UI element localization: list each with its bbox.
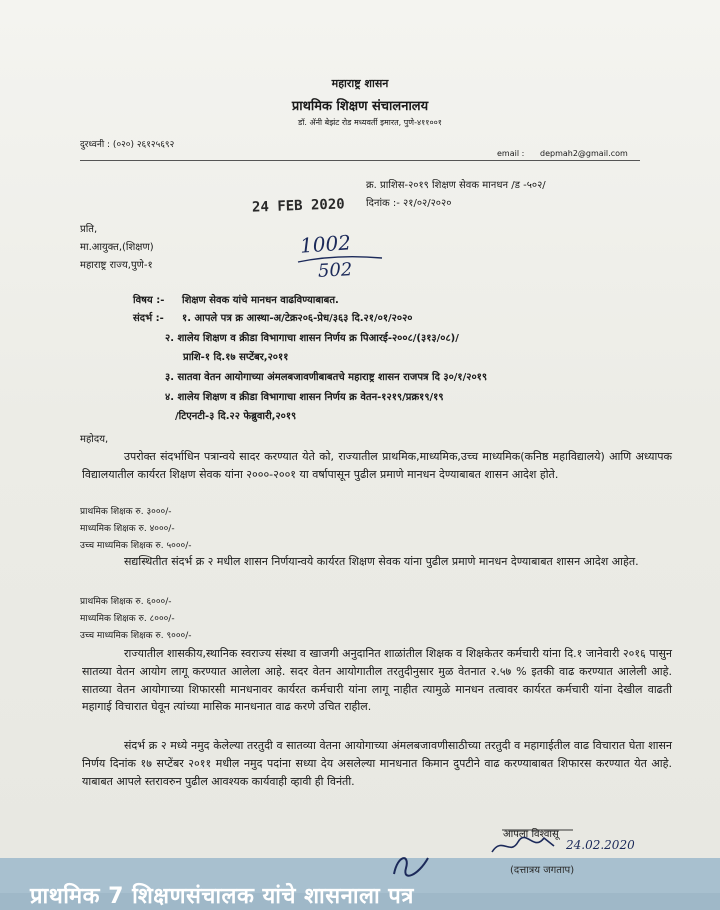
underline-stroke (500, 818, 575, 832)
reference-item: २. शालेय शिक्षण व क्रीडा विभागाचा शासन निर्णय क्र पिआरई-२००८/(३१३/०८)/ (165, 333, 459, 344)
recipient-prati: प्रति, (80, 224, 98, 235)
caption-text: प्राथमिक 7 शिक्षणसंचालक यांचे शासनाला पत्र (30, 884, 414, 909)
recipient-place: महाराष्ट्र राज्य,पुणे-१ (80, 260, 153, 271)
closing-text: आपला विश्वासू (503, 829, 559, 840)
office-name: प्राथमिक शिक्षण संचालनालय (291, 99, 429, 114)
handwritten-stroke (296, 252, 386, 266)
phone-number: दुरध्वनी : (०२०) २६१२५६९२ (80, 140, 175, 150)
caption-bar (0, 858, 720, 909)
reference-date: दिनांक :- २१/०२/२०२० (366, 198, 452, 209)
reference-item: /टिएनटी-३ दि.२२ फेब्रुवारी,२०१९ (175, 411, 297, 422)
header-divider (80, 160, 640, 161)
references-label: संदर्भ :- (133, 313, 164, 324)
signatory-name: (दत्तात्रय जगताप) (510, 865, 575, 876)
inward-number-1: 1002 (299, 230, 352, 258)
reference-number: क्र. प्राशिस-२०१९ शिक्षण सेवक मानधन /ड -५०२/ (366, 180, 546, 191)
salutation: महोदय, (80, 434, 109, 445)
signature-date: 24.02.2020 (566, 838, 635, 852)
new-rate-primary: प्राथमिक शिक्षक रु. ६०००/- (80, 597, 172, 607)
paragraph-4: संदर्भ क्र २ मध्ये नमुद केलेल्या तरतुदी व सातव्या वेतना आयोगाच्या अंमलबजावणीसाठीच्या तरतुदी व महागाईतील वाढ विचारात घेता शासन निर्णय दिनांक १७ सप्टेंबर २०११ मधील नमुद पदांना सध्या देय असलेल्या मानधनात किमान दुपटीने वाढ करण्याबाबत शिफारस करण्यात येत आहे. याबाबत आपले स्तरावरुन पुढील आवश्यक कार्यवाही व्हावी ही विनंती. (82, 739, 672, 788)
paragraph-3: राज्यातील शासकीय,स्थानिक स्वराज्य संस्था व खाजगी अनुदानित शाळांतील शिक्षक व शिक्षकेतर कर्मचारी यांना दि.१ जानेवारी २०१६ पासुन सातव्या वेतन आयोग लागू करण्यात आलेला आहे. सदर वेतन आयोगातील तरतुदीनुसार मुळ वेतनात २.५७ % इतकी वाढ करण्यात आलेली आहे. सातव्या वेतन आयोगाच्या शिफारसी मानधनावर कार्यरत कर्मचारी यांना लागू नाहीत त्यामुळे मानधन तत्वावर कार्यरत कर्मचारी यांना देखील वाढती महागाई विचारात घेवून त्यांच्या मासिक मानधनात वाढ करणे उचित राहील. (82, 647, 672, 714)
reference-item: ३. सातवा वेतन आयोगाच्या अंमलबजावणीबाबतचे महाराष्ट्र शासन राजपत्र दि ३०/१/२०१९ (165, 372, 488, 383)
reference-item: १. आपले पत्र क्र आस्था-अ/टेक्र२०६-प्रेध/३६३ दि.२१/०१/२०२० (182, 313, 413, 324)
paragraph-2: सद्यस्थितीत संदर्भ क्र २ मधील शासन निर्णयान्वये कार्यरत शिक्षण सेवक यांना पुढील प्रमाणे मानधन देण्याबाबत शासन आदेश आहेत. (124, 555, 639, 568)
office-address: डॉ. ॲनी बेझंट रोड मध्यवर्ती इमारत, पुणे-४११००१ (298, 118, 442, 127)
signature-icon (488, 832, 558, 858)
old-rate-higher-secondary: उच्च माध्यमिक शिक्षक रु. ५०००/- (80, 541, 192, 551)
recipient-name: मा.आयुक्त,(शिक्षण) (80, 242, 154, 253)
email-label: email : (497, 149, 525, 158)
old-rate-primary: प्राथमिक शिक्षक रु. ३०००/- (80, 507, 172, 517)
new-rate-secondary: माध्यमिक शिक्षक रु. ८०००/- (80, 614, 175, 624)
subject-text: शिक्षण सेवक यांचे मानधन वाढविण्याबाबत. (182, 295, 339, 306)
signature-mark-icon (388, 850, 434, 880)
org-name: महाराष्ट्र शासन (331, 77, 389, 90)
old-rate-secondary: माध्यमिक शिक्षक रु. ४०००/- (80, 524, 175, 534)
reference-item: ४. शालेय शिक्षण व क्रीडा विभागाचा शासन निर्णय क्र वेतन-१२१९/प्रक्र१९/१९ (165, 392, 444, 403)
received-date-stamp: 24 FEB 2020 (251, 196, 345, 216)
email-address: depmah2@gmail.com (540, 149, 628, 158)
subject-label: विषय :- (133, 295, 165, 306)
paragraph-1: उपरोक्त संदर्भाधिन पत्रान्वये सादर करण्यात येते को, राज्यातील प्राथमिक,माध्यमिक,उच्च माध्यमिक(कनिष्ठ महाविद्यालये) आणि अध्यापक विद्यालयातील कार्यरत शिक्षण सेवक यांना २०००-२००१ या वर्षापासून पुढील प्रमाणे मानधन देण्याबाबत शासन आदेश होते. (82, 450, 672, 481)
inward-number-2: 502 (317, 259, 353, 282)
reference-item: प्राशि-१ दि.१७ सप्टेंबर,२०११ (183, 352, 289, 363)
new-rate-higher-secondary: उच्च माध्यमिक शिक्षक रु. ९०००/- (80, 631, 192, 641)
